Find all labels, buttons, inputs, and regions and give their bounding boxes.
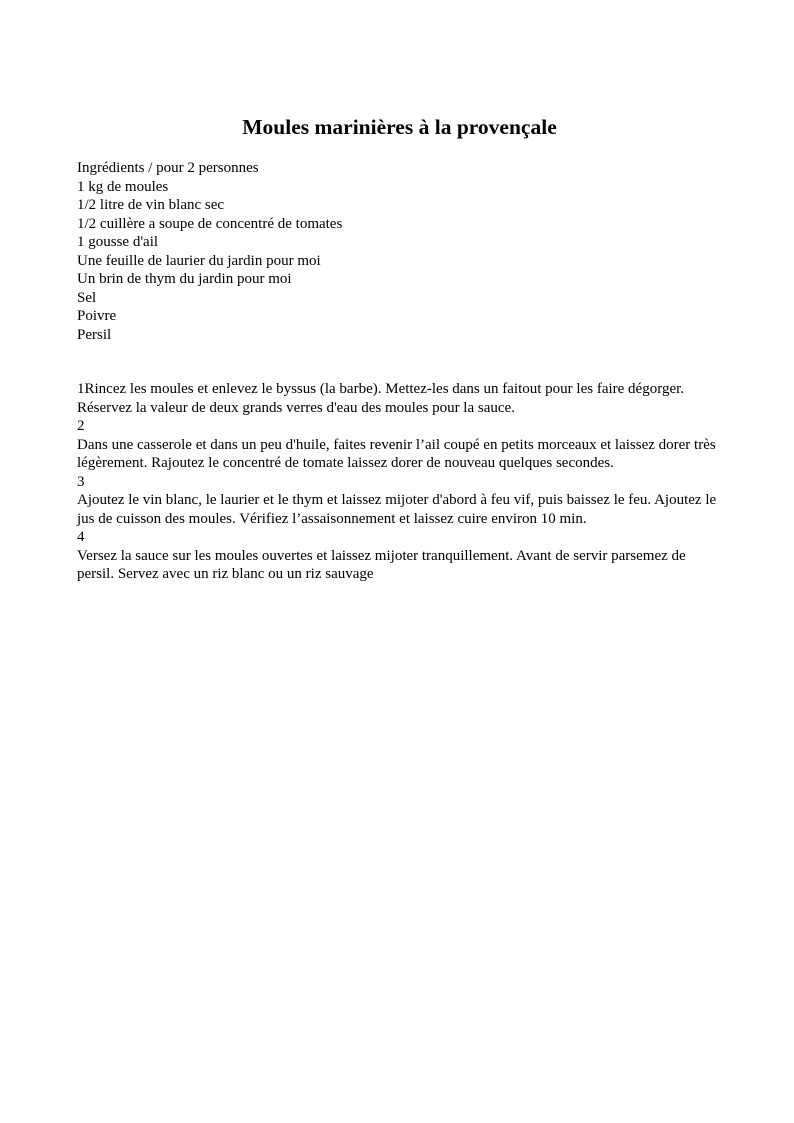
recipe-title: Moules marinières à la provençale [242,115,557,139]
document-page [77,113,722,584]
step-text: Rincez les moules et enlevez le byssus (la barbe). Mettez-les dans un faitout pour les faire dégorger. Réservez la valeur de deux grands verres d'eau des moules pour la sauce. [77,381,685,416]
ingredient-item: 1 kg de moules [77,178,169,195]
ingredient-item: 1 gousse d'ail [77,234,159,250]
ingredient-item: 1/2 litre de vin blanc sec [77,197,225,213]
ingredient-item: 1/2 cuillère a soupe de concentré de tomates [77,215,343,232]
ingredient-item: Un brin de thym du jardin pour moi [77,271,292,287]
ingredient-item: Poivre [77,308,117,324]
ingredient-item: Une feuille de laurier du jardin pour moi [77,252,321,269]
section-spacer [77,344,722,380]
step-text: Ajoutez le vin blanc, le laurier et le thym et laissez mijoter d'abord à feu vif, puis baissez le feu. Ajoutez le jus de cuisson des moules. Vérifiez l’assaisonnement et laissez cuire environ 10 min. [77,492,717,527]
ingredients-header: Ingrédients / pour 2 personnes [77,160,259,176]
step-1 [77,380,722,417]
step-number: 3 [77,473,85,490]
ingredient-item: Persil [77,326,112,343]
steps-section [77,380,722,584]
ingredient-item: Sel [77,289,97,306]
ingredients-section [77,159,722,344]
step-number: 1 [77,381,85,397]
step-number: 4 [77,529,85,545]
step-text: Versez la sauce sur les moules ouvertes et laissez mijoter tranquillement. Avant de servir parsemez de persil. Servez avec un riz blanc ou un riz sauvage [77,547,686,582]
step-number: 2 [77,418,85,434]
step-text: Dans une casserole et dans un peu d'huile, faites revenir l’ail coupé en petits morceaux et laissez dorer très légèrement. Rajoutez le concentré de tomate laissez dorer de nouveau quelques secondes. [77,436,716,471]
